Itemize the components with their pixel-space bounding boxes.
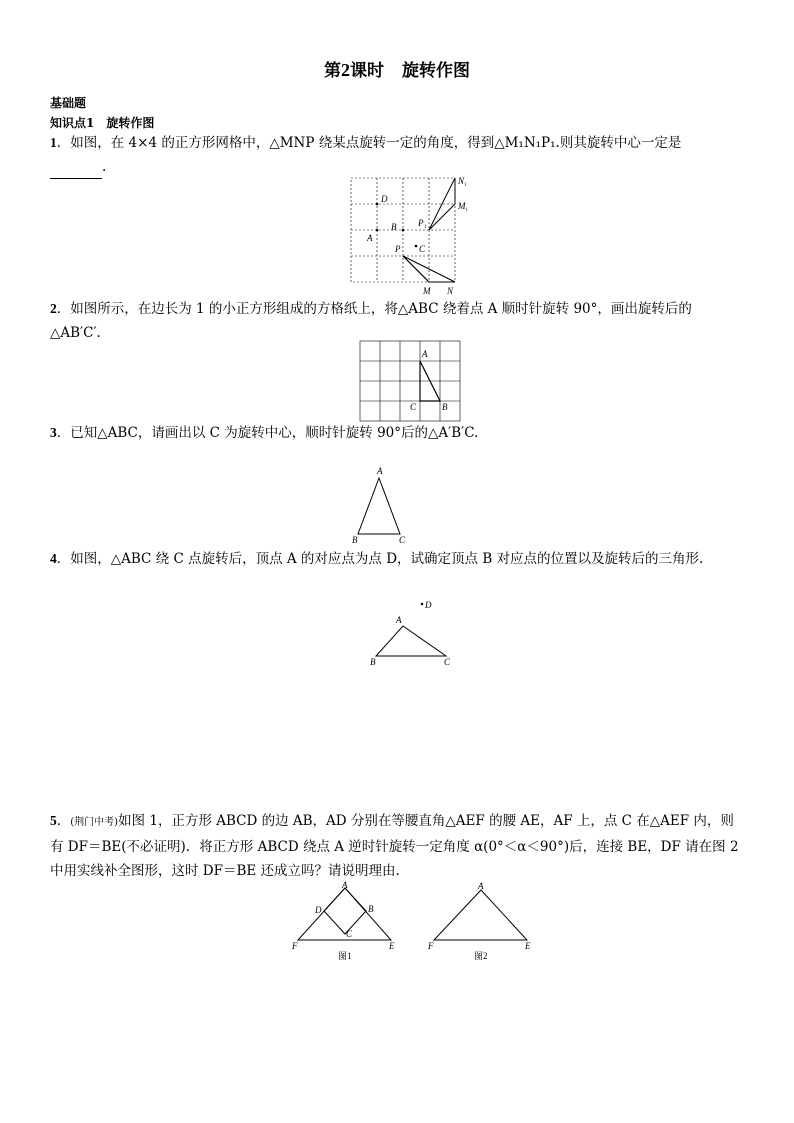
label-f: F <box>292 941 298 951</box>
label-n1-sub: 1 <box>464 183 467 188</box>
label-b: B <box>391 222 397 232</box>
question-text-cont: △AB′C′. <box>50 325 101 341</box>
question-number: 5 <box>50 813 57 828</box>
question-number: 2 <box>50 301 57 316</box>
label-p1: P <box>418 218 424 228</box>
label-c: C <box>399 535 406 545</box>
question-number: 4 <box>50 551 57 566</box>
question-text: ．已知△ABC，请画出以 C 为旋转中心，顺时针旋转 90°后的△A′B′C. <box>56 425 479 441</box>
label-c: C <box>346 929 353 939</box>
label-b: B <box>442 402 448 412</box>
label-d: D <box>425 600 432 610</box>
label-m: M <box>423 286 431 296</box>
question-text: 如图 1，正方形 ABCD 的边 AB，AD 分别在等腰直角△AEF 的腰 AE，AF 上，点 C 在△AEF 内，则 <box>118 813 734 829</box>
figure-5-2 <box>424 880 536 964</box>
title-lesson-number: 2 <box>341 60 350 80</box>
triangle-aef <box>434 890 527 940</box>
label-a: A <box>342 880 348 890</box>
figure-triangle-abc-point-d <box>366 596 460 672</box>
label-n1: N <box>458 176 465 186</box>
figure-grid-triangle-abc <box>358 339 462 423</box>
label-d: D <box>315 905 322 915</box>
knowledge-point-heading: 知识点1 旋转作图 <box>50 116 155 130</box>
label-a: A <box>396 615 402 625</box>
label-m1: M <box>458 201 466 211</box>
question-text: ．如图，△ABC 绕 C 点旋转后，顶点 A 的对应点为点 D，试确定顶点 B 对应点的位置以及旋转后的三角形. <box>56 551 704 567</box>
label-b: B <box>370 657 376 667</box>
figure-triangle-abc-q3 <box>348 464 414 544</box>
title-topic: 旋转作图 <box>402 61 470 81</box>
section-heading: 基础题 <box>50 96 87 110</box>
label-p: P <box>395 244 401 254</box>
label-a: A <box>367 233 373 243</box>
figure-grid-rotation-mnp <box>345 174 475 296</box>
question-1 <box>50 131 750 179</box>
triangle-abc <box>376 626 446 656</box>
label-c: C <box>410 402 417 412</box>
page-title <box>0 56 794 81</box>
label-b: B <box>368 904 374 914</box>
label-d: D <box>381 194 388 204</box>
label-c: C <box>419 244 426 254</box>
figure-caption-1: 图1 <box>338 951 352 961</box>
label-b: B <box>352 535 358 545</box>
question-3 <box>50 421 750 445</box>
label-m1-sub: 1 <box>465 208 468 213</box>
label-e: E <box>389 941 395 951</box>
question-source: (荆门中考) <box>70 817 119 828</box>
label-a: A <box>377 466 383 476</box>
question-text-cont: 有 DF＝BE(不必证明)．将正方形 ABCD 绕点 A 逆时针旋转一定角度 α(0°＜α＜90°)后，连接 BE，DF 请在图 2 <box>50 839 739 855</box>
label-a: A <box>478 881 484 891</box>
question-text: ．如图所示，在边长为 1 的小正方形组成的方格纸上，将△ABC 绕着点 A 顺时针旋转 90°，画出旋转后的 <box>56 301 692 317</box>
question-2 <box>50 297 750 345</box>
label-f: F <box>428 941 434 951</box>
question-number: 3 <box>50 425 57 440</box>
label-c: C <box>444 657 451 667</box>
question-5: 5．(荆门中考)如图 1，正方形 ABCD 的边 AB，AD 分别在等腰直角△AEF 的腰 AE，AF 上，点 C 在△AEF 内，则 有 DF＝BE(不必证明)．将正方形 ABCD 绕点 A 逆时针旋转一定角度 α(0°＜α＜90°)后，连接 BE，DF 请在图 2 中用实线补全图形，这时 DF＝BE 还成立吗？请说明理由. <box>50 813 739 879</box>
title-prefix: 第 <box>324 61 341 81</box>
triangle-abc <box>358 478 400 534</box>
question-text: ．如图，在 4×4 的正方形网格中，△MNP 绕某点旋转一定的角度，得到△M₁N₁P₁.则其旋转中心一定是 <box>56 135 682 151</box>
label-p1-sub: 1 <box>424 225 427 230</box>
square-abcd <box>324 888 366 934</box>
question-text-cont2: 中用实线补全图形，这时 DF＝BE 还成立吗？请说明理由. <box>50 863 400 879</box>
label-n: N <box>447 286 454 296</box>
question-4 <box>50 547 750 571</box>
label-e: E <box>525 941 531 951</box>
answer-blank[interactable] <box>50 164 102 179</box>
title-lesson-word: 课时 <box>350 61 384 81</box>
question-number: 1 <box>50 135 57 150</box>
question-text-end: . <box>102 159 107 175</box>
label-a: A <box>422 349 428 359</box>
figure-5-1 <box>288 880 400 964</box>
triangle-aef <box>298 888 391 940</box>
figure-caption-2: 图2 <box>474 951 488 961</box>
